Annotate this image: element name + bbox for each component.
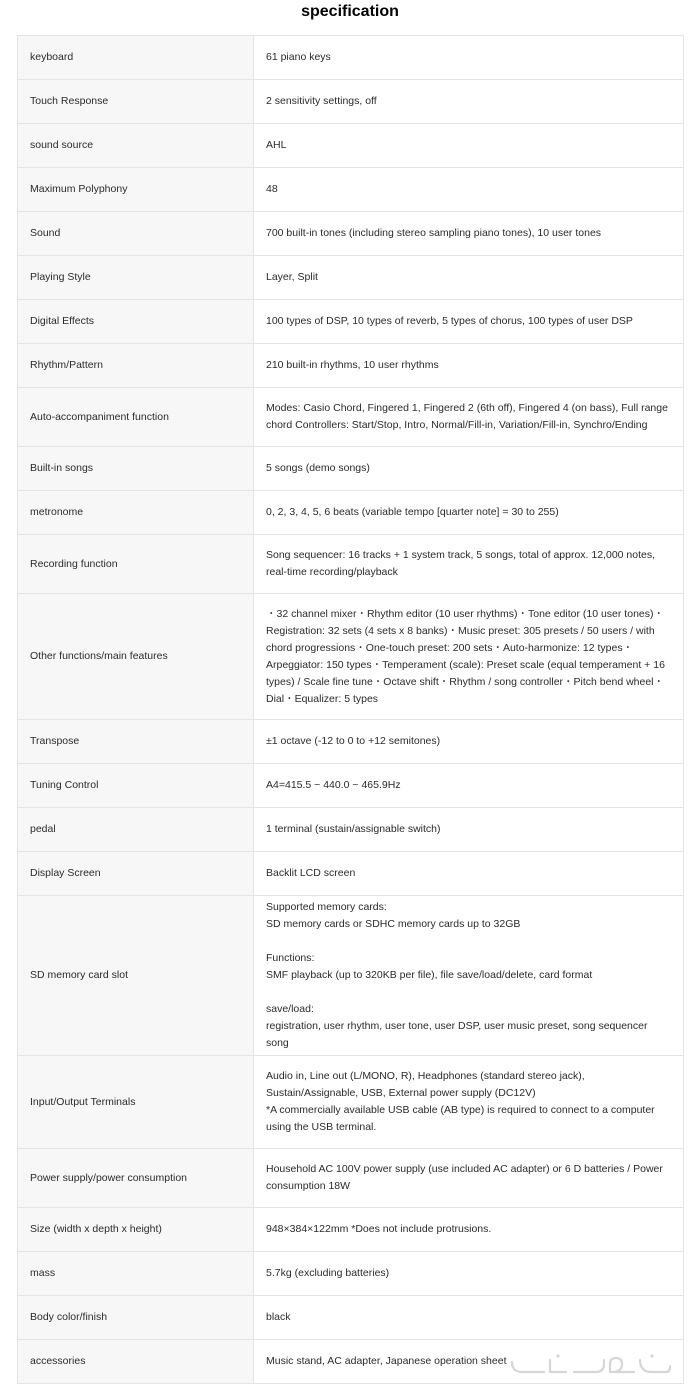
spec-label: sound source: [18, 124, 254, 168]
spec-label: Rhythm/Pattern: [18, 344, 254, 388]
spec-label: Transpose: [18, 720, 254, 764]
spec-value: Audio in, Line out (L/MONO, R), Headphones (standard stereo jack), Sustain/Assignable, USB, External power supply (DC12V) *A commercially available USB cable (AB type) is required to connect to a computer using the USB terminal.: [254, 1056, 684, 1149]
table-row: [18, 852, 684, 896]
table-row: [18, 344, 684, 388]
spec-value: 0, 2, 3, 4, 5, 6 beats (variable tempo [quarter note] = 30 to 255): [254, 491, 684, 535]
spec-value: Music stand, AC adapter, Japanese operation sheet: [254, 1340, 684, 1384]
watermark-logo: [504, 1350, 674, 1380]
table-row: [18, 168, 684, 212]
table-row: [18, 896, 684, 1056]
spec-value: 700 built-in tones (including stereo sampling piano tones), 10 user tones: [254, 212, 684, 256]
spec-value: 2 sensitivity settings, off: [254, 80, 684, 124]
spec-value: A4=415.5 ~ 440.0 ~ 465.9Hz: [254, 764, 684, 808]
spec-label: Recording function: [18, 535, 254, 594]
table-row: [18, 491, 684, 535]
table-row: [18, 1056, 684, 1149]
spec-label: Sound: [18, 212, 254, 256]
spec-label: Display Screen: [18, 852, 254, 896]
spec-value: 5 songs (demo songs): [254, 447, 684, 491]
spec-value: 210 built-in rhythms, 10 user rhythms: [254, 344, 684, 388]
spec-value: ・32 channel mixer・Rhythm editor (10 user rhythms)・Tone editor (10 user tones)・Registration: 32 sets (4 sets x 8 banks)・Music preset: 305 presets / 50 users / with chord progressions・One-touch preset: 200 sets・Auto-harmonize: 12 types・Arpeggiator: 150 types・Temperament (scale): Preset scale (equal temperament + 16 types) / Scale fine tune・Octave shift・Rhythm / song controller・Pitch bend wheel・Dial・Equalizer: 5 types: [254, 594, 684, 720]
table-row: [18, 808, 684, 852]
table-row: [18, 388, 684, 447]
spec-value: 48: [254, 168, 684, 212]
spec-value: Backlit LCD screen: [254, 852, 684, 896]
spec-label: Auto-accompaniment function: [18, 388, 254, 447]
spec-label: mass: [18, 1252, 254, 1296]
table-row: [18, 256, 684, 300]
table-row: [18, 36, 684, 80]
spec-label: Digital Effects: [18, 300, 254, 344]
spec-label: SD memory card slot: [18, 896, 254, 1056]
spec-value: 948×384×122mm *Does not include protrusions.: [254, 1208, 684, 1252]
table-row: [18, 80, 684, 124]
spec-label: Input/Output Terminals: [18, 1056, 254, 1149]
page-title: specification: [301, 3, 399, 20]
spec-table: [17, 35, 684, 1384]
spec-label: Touch Response: [18, 80, 254, 124]
spec-value: AHL: [254, 124, 684, 168]
spec-value: 5.7kg (excluding batteries): [254, 1252, 684, 1296]
table-row: [18, 535, 684, 594]
spec-label: Power supply/power consumption: [18, 1149, 254, 1208]
spec-label: Maximum Polyphony: [18, 168, 254, 212]
table-row: [18, 1208, 684, 1252]
table-row: [18, 447, 684, 491]
spec-value: 61 piano keys: [254, 36, 684, 80]
spec-label: Size (width x depth x height): [18, 1208, 254, 1252]
spec-label: Built-in songs: [18, 447, 254, 491]
spec-label: Other functions/main features: [18, 594, 254, 720]
spec-label: metronome: [18, 491, 254, 535]
spec-value: ±1 octave (-12 to 0 to +12 semitones): [254, 720, 684, 764]
table-row: [18, 594, 684, 720]
spec-value: Supported memory cards: SD memory cards or SDHC memory cards up to 32GB Functions: SMF playback (up to 320KB per file), file save/load/delete, card format save/load: registration, user rhythm, user tone, user DSP, user music preset, song sequencer song: [254, 896, 684, 1056]
table-row: [18, 124, 684, 168]
spec-label: pedal: [18, 808, 254, 852]
spec-label: accessories: [18, 1340, 254, 1384]
spec-value: 100 types of DSP, 10 types of reverb, 5 types of chorus, 100 types of user DSP: [254, 300, 684, 344]
spec-value: Layer, Split: [254, 256, 684, 300]
spec-label: Body color/finish: [18, 1296, 254, 1340]
table-row: [18, 1296, 684, 1340]
spec-value: black: [254, 1296, 684, 1340]
table-row: [18, 764, 684, 808]
spec-value: Household AC 100V power supply (use included AC adapter) or 6 D batteries / Power consumption 18W: [254, 1149, 684, 1208]
table-row: [18, 300, 684, 344]
table-row: [18, 212, 684, 256]
spec-value: Modes: Casio Chord, Fingered 1, Fingered 2 (6th off), Fingered 4 (on bass), Full range chord Controllers: Start/Stop, Intro, Normal/Fill-in, Variation/Fill-in, Synchro/Ending: [254, 388, 684, 447]
table-row: [18, 1149, 684, 1208]
table-row: [18, 720, 684, 764]
spec-label: keyboard: [18, 36, 254, 80]
spec-value: Song sequencer: 16 tracks + 1 system track, 5 songs, total of approx. 12,000 notes, real-time recording/playback: [254, 535, 684, 594]
spec-value: 1 terminal (sustain/assignable switch): [254, 808, 684, 852]
spec-label: Playing Style: [18, 256, 254, 300]
table-row: [18, 1252, 684, 1296]
spec-label: Tuning Control: [18, 764, 254, 808]
